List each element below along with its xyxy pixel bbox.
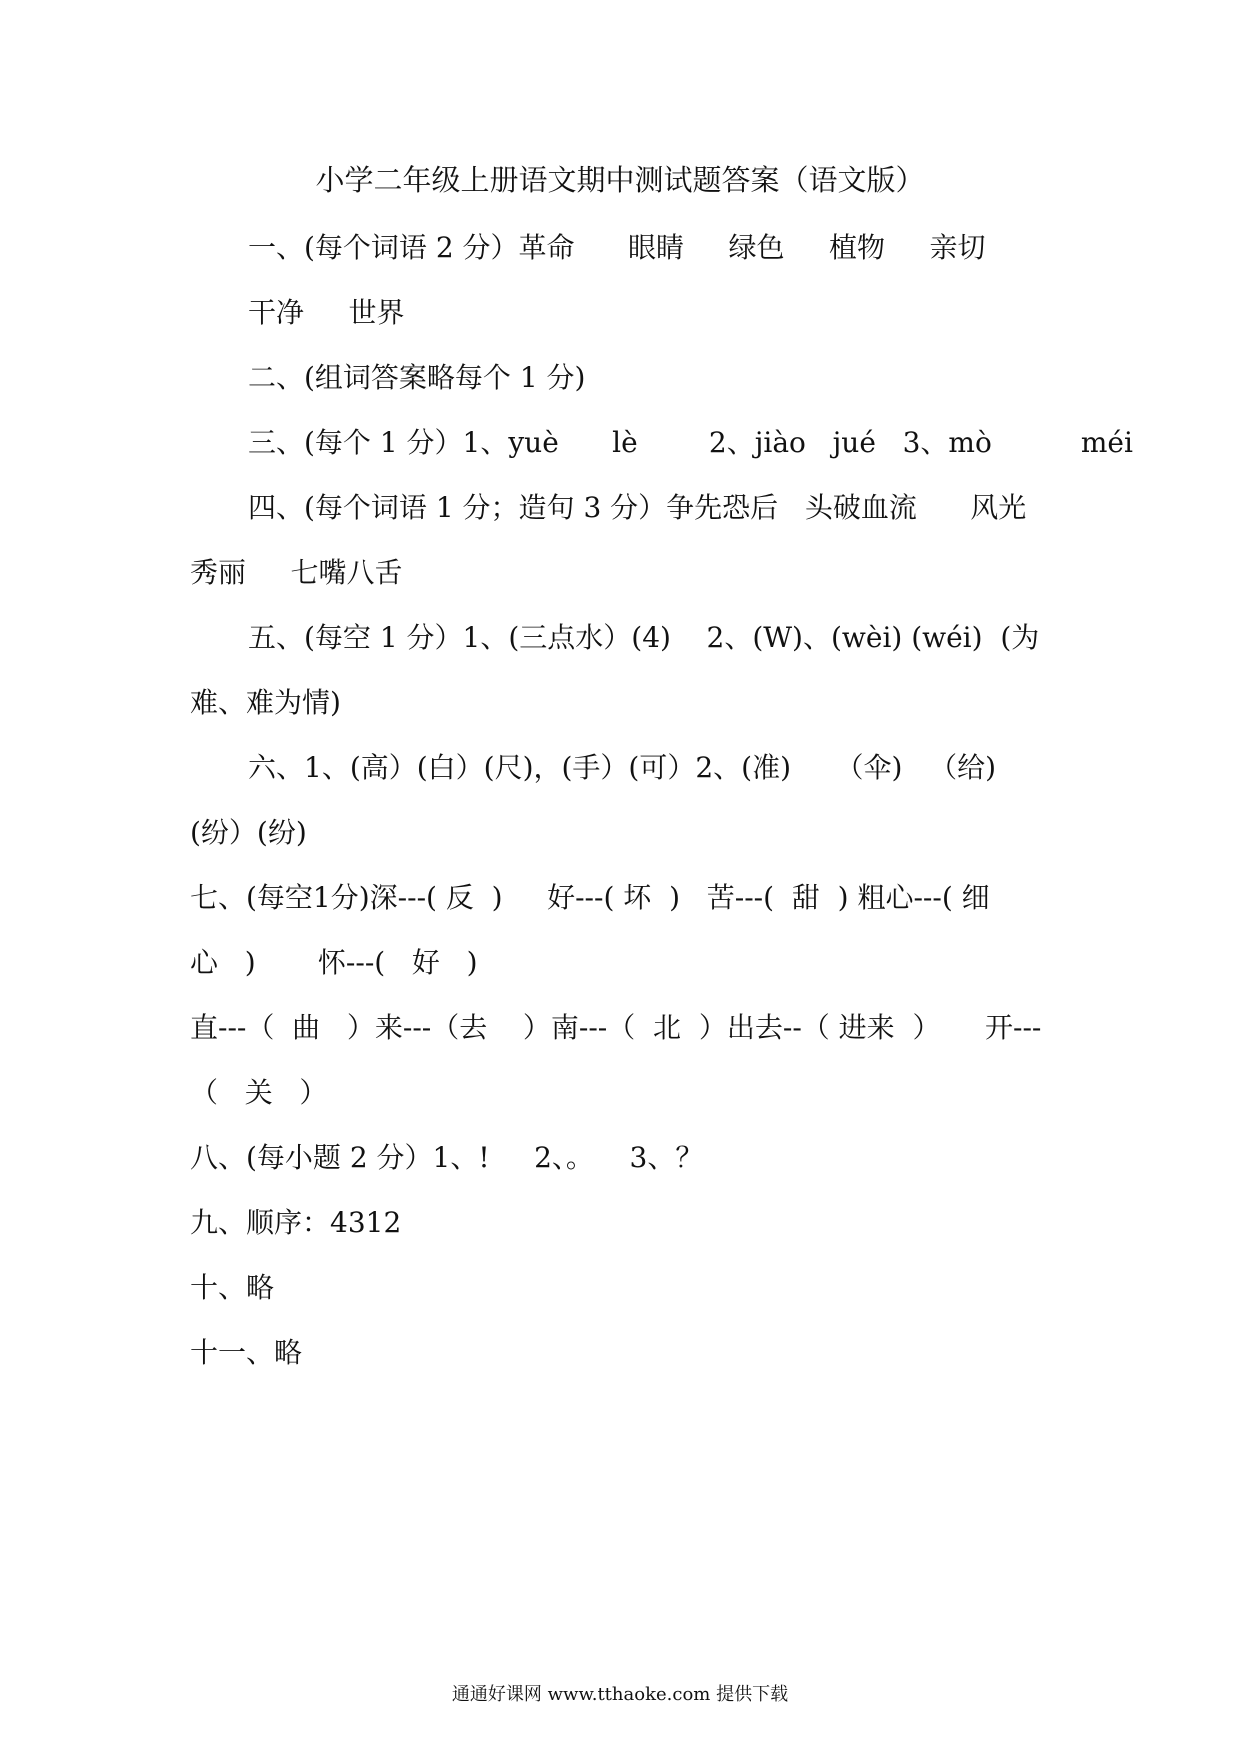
- answer-line-18: 十一、略: [190, 1336, 303, 1369]
- answer-line-16: 九、顺序：4312: [190, 1206, 402, 1239]
- answer-line-8: 难、难为情): [190, 686, 341, 719]
- answer-line-1: 一、(每个词语 2 分）革命 眼睛 绿色 植物 亲切: [248, 231, 986, 264]
- document-title: 小学二年级上册语文期中测试题答案（语文版）: [315, 163, 925, 197]
- answer-line-3: 二、(组词答案略每个 1 分): [248, 361, 586, 394]
- answer-line-5: 四、(每个词语 1 分；造句 3 分）争先恐后 头破血流 风光: [248, 491, 1027, 524]
- answer-line-13: 直---（ 曲 ）来---（去 ）南---（ 北 ）出去--（ 进来 ） 开---: [190, 1011, 1042, 1044]
- answer-line-11: 七、(每空1分)深---( 反 ) 好---( 坏 ) 苦---( 甜 ) 粗心---( 细: [190, 881, 990, 914]
- answer-line-17: 十、略: [190, 1271, 275, 1304]
- answer-line-10: (纷）(纷): [190, 816, 307, 849]
- download-footer: 通通好课网 www.tthaoke.com 提供下载: [451, 1684, 789, 1705]
- answer-line-12: 心 ) 怀---( 好 ): [190, 946, 478, 979]
- answer-line-6: 秀丽 七嘴八舌: [190, 556, 403, 589]
- answer-line-7: 五、(每空 1 分）1、(三点水）(4) 2、(W)、(wèi) (wéi) (为: [248, 621, 1040, 654]
- answer-line-14: （ 关 ）: [190, 1076, 328, 1109]
- answer-line-2: 干净 世界: [248, 296, 405, 329]
- answer-line-4: 三、(每个 1 分）1、yuè lè 2、jiào jué 3、mò méi: [248, 426, 1133, 459]
- answer-line-9: 六、1、(高）(白）(尺)，(手）(可）2、(准) （伞) （给): [248, 751, 997, 784]
- answer-line-15: 八、(每小题 2 分）1、! 2、。 3、？: [190, 1141, 704, 1174]
